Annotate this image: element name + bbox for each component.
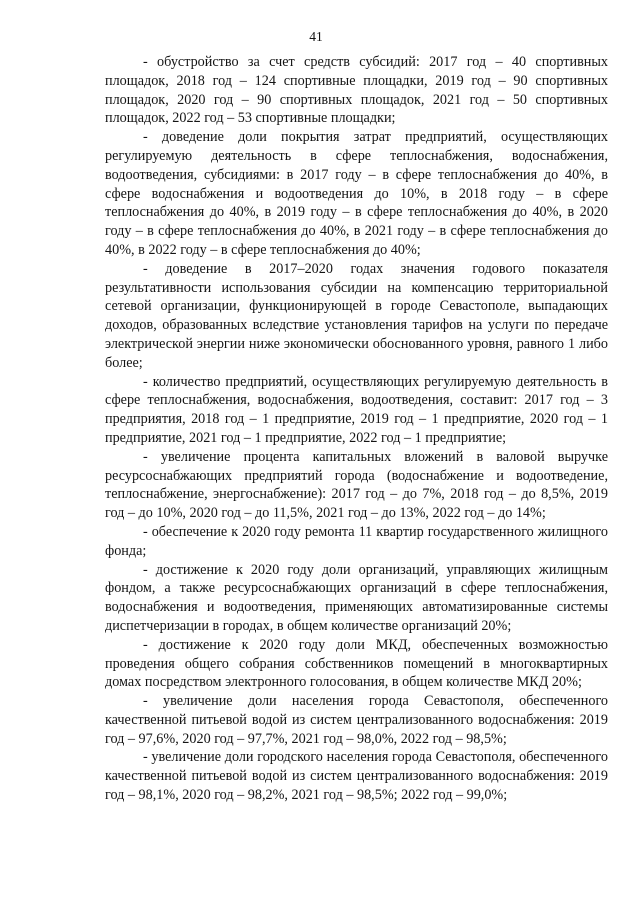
paragraph-drinking-water: - увеличение доли населения города Севастополя, обеспеченного качественной питьевой водой из систем централизованного водоснабжения: 2019 год – 97,6%, 2020 год – 97,7%, 2021 год – 98,0%, 2022 год – 98,5%; — [105, 693, 608, 747]
page-body — [105, 53, 608, 805]
paragraph-electronic-voting: - достижение к 2020 году доли МКД, обеспеченных возможностью проведения общего собрания собственников помещений в многоквартирных домах посредством электронного голосования, в общем количестве МКД 20%; — [105, 636, 608, 691]
paragraph-dispatch-automation: - достижение к 2020 году доли организаций, управляющих жилищным фондом, а также ресурсоснабжающих организаций в сфере теплоснабжения, водоснабжения и водоотведения, применяющих автоматизированные системы диспетчеризации в городах, в общем количестве организаций 20%; — [105, 561, 608, 634]
paragraph-subsidy-coverage: - доведение доли покрытия затрат предприятий, осуществляющих регулируемую деятельность в сфере теплоснабжения, водоснабжения, водоотведения, субсидиями: в 2017 году – в сфере теплоснабжения до 40%, в сфере водоснабжения и водоотведения до 10%, в 2018 году – в сфере теплоснабжения до 40%, в 2019 году – в сфере теплоснабжения до 40%, в 2020 году – в сфере теплоснабжения до 40%, в 2021 году – в сфере теплоснабжения до 40%, в 2022 году – в сфере теплоснабжения до 40%; — [105, 129, 608, 258]
paragraph-regulated-enterprises: - количество предприятий, осуществляющих регулируемую деятельность в сфере теплоснабжения, водоснабжения, водоотведения, составит: 2017 год – 3 предприятия, 2018 год – 1 предприятие, 2019 год – 1 предприятие, 2020 год – 1 предприятие, 2021 год – 1 предприятие, 2022 год – 1 предприятие; — [105, 373, 608, 446]
paragraph-apartment-repair: - обеспечение к 2020 году ремонта 11 квартир государственного жилищного фонда; — [105, 523, 608, 559]
paragraph-sports-grounds: - обустройство за счет средств субсидий: 2017 год – 40 спортивных площадок, 2018 год – 124 спортивные площадки, 2019 год – 90 спортивных площадок, 2020 год – 90 спортивных площадок, 2021 год – 50 спортивных площадок, 2022 год – 53 спортивные площадки; — [105, 54, 608, 127]
paragraph-grid-compensation: - доведение в 2017–2020 годах значения годового показателя результативности использования субсидии на компенсацию территориальной сетевой организации, функционирующей в городе Севастополе, выпадающих доходов, образованных вследствие установления тарифов на услуги по передаче электрической энергии ниже экономически обоснованного уровня, равного 1 либо более; — [105, 260, 608, 371]
page-number: 41 — [309, 29, 323, 44]
paragraph-urban-drinking-water: - увеличение доли городского населения города Севастополя, обеспеченного качественной питьевой водой из систем централизованного водоснабжения: 2019 год – 98,1%, 2020 год – 98,2%, 2021 год – 98,5%; 2022 год – 99,0%; — [105, 749, 608, 804]
paragraph-capital-investment: - увеличение процента капитальных вложений в валовой выручке ресурсоснабжающих предприятий города (водоснабжение и водоотведение, теплоснабжение, энергоснабжение): 2017 год – до 7%, 2018 год – до 8,5%, 2019 год – до 10%, 2020 год – до 11,5%, 2021 год – до 13%, 2022 год – до 14%; — [105, 448, 608, 522]
